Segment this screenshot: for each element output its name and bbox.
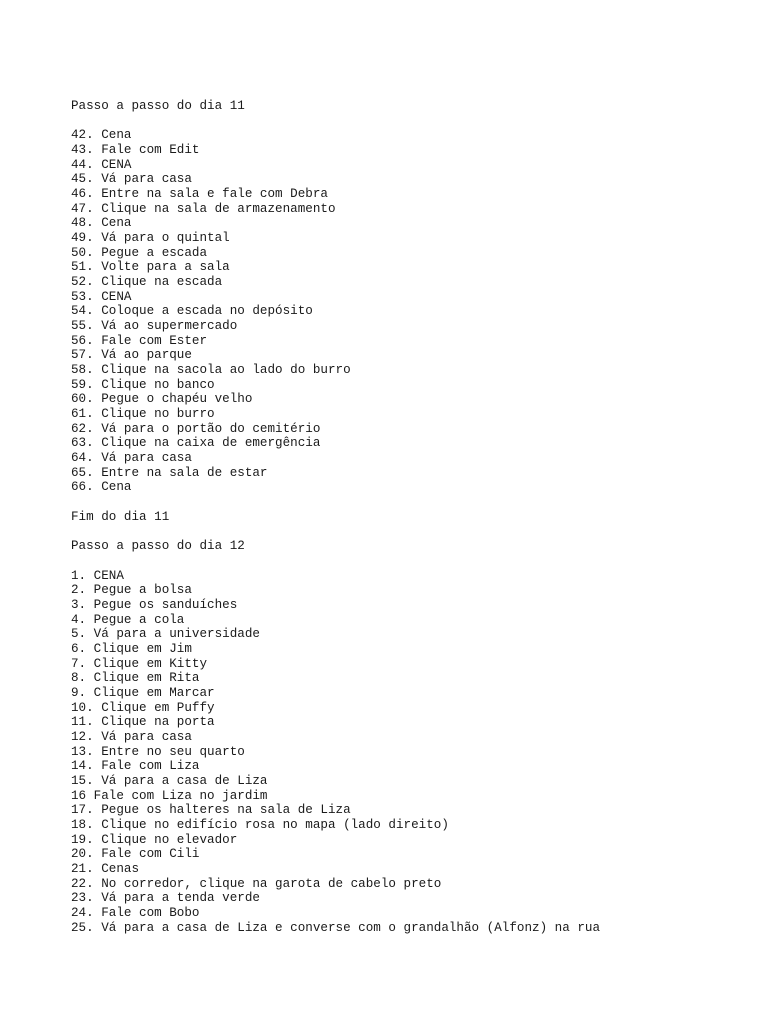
step-item: 47. Clique na sala de armazenamento [71, 201, 336, 216]
spacer [71, 554, 751, 569]
step-item: 14. Fale com Liza [71, 759, 200, 774]
step-item: 20. Fale com Cili [71, 847, 200, 862]
step-item: 6. Clique em Jim [71, 641, 192, 656]
day11-step-list [71, 128, 751, 495]
step-item: 10. Clique em Puffy [71, 700, 215, 715]
step-item: 48. Cena [71, 216, 132, 231]
day12-step-list [71, 569, 751, 936]
day11-end: Fim do dia 11 [71, 509, 170, 524]
step-item: 66. Cena [71, 480, 132, 495]
step-item: 43. Fale com Edit [71, 143, 200, 158]
step-item: 1. CENA [71, 568, 124, 583]
step-item: 12. Vá para casa [71, 729, 192, 744]
step-item: 45. Vá para casa [71, 172, 192, 187]
step-item: 65. Entre na sala de estar [71, 465, 268, 480]
step-item: 49. Vá para o quintal [71, 231, 230, 246]
step-item: 25. Vá para a casa de Liza e converse com o grandalhão (Alfonz) na rua [71, 920, 601, 935]
step-item: 18. Clique no edifício rosa no mapa (lado direito) [71, 817, 449, 832]
step-item: 53. CENA [71, 289, 132, 304]
step-item: 13. Entre no seu quarto [71, 744, 245, 759]
step-item: 59. Clique no banco [71, 377, 215, 392]
step-item: 15. Vá para a casa de Liza [71, 773, 268, 788]
step-item: 21. Cenas [71, 861, 140, 876]
step-item: 50. Pegue a escada [71, 245, 208, 260]
step-item: 52. Clique na escada [71, 275, 223, 290]
step-item: 3. Pegue os sanduíches [71, 597, 238, 612]
step-item: 57. Vá ao parque [71, 348, 192, 363]
step-item: 62. Vá para o portão do cemitério [71, 421, 321, 436]
step-item: 56. Fale com Ester [71, 333, 208, 348]
step-item: 64. Vá para casa [71, 451, 192, 466]
step-item: 46. Entre na sala e fale com Debra [71, 187, 328, 202]
step-item: 23. Vá para a tenda verde [71, 891, 260, 906]
step-item: 54. Coloque a escada no depósito [71, 304, 313, 319]
step-item: 44. CENA [71, 157, 132, 172]
spacer [71, 524, 751, 539]
step-item: 16 Fale com Liza no jardim [71, 788, 268, 803]
step-item: 42. Cena [71, 128, 132, 143]
step-item: 60. Pegue o chapéu velho [71, 392, 253, 407]
document-page [71, 99, 751, 935]
step-item: 11. Clique na porta [71, 715, 215, 730]
step-item: 19. Clique no elevador [71, 832, 238, 847]
step-item: 5. Vá para a universidade [71, 627, 260, 642]
step-item: 7. Clique em Kitty [71, 656, 208, 671]
step-item: 9. Clique em Marcar [71, 685, 215, 700]
spacer [71, 114, 751, 129]
spacer [71, 495, 751, 510]
step-item: 58. Clique na sacola ao lado do burro [71, 363, 351, 378]
day12-heading: Passo a passo do dia 12 [71, 539, 245, 554]
step-item: 55. Vá ao supermercado [71, 319, 238, 334]
step-item: 51. Volte para a sala [71, 260, 230, 275]
step-item: 8. Clique em Rita [71, 671, 200, 686]
step-item: 22. No corredor, clique na garota de cabelo preto [71, 876, 442, 891]
step-item: 4. Pegue a cola [71, 612, 185, 627]
step-item: 63. Clique na caixa de emergência [71, 436, 321, 451]
day11-heading: Passo a passo do dia 11 [71, 99, 245, 113]
step-item: 24. Fale com Bobo [71, 905, 200, 920]
step-item: 61. Clique no burro [71, 407, 215, 422]
step-item: 2. Pegue a bolsa [71, 583, 192, 598]
step-item: 17. Pegue os halteres na sala de Liza [71, 803, 351, 818]
